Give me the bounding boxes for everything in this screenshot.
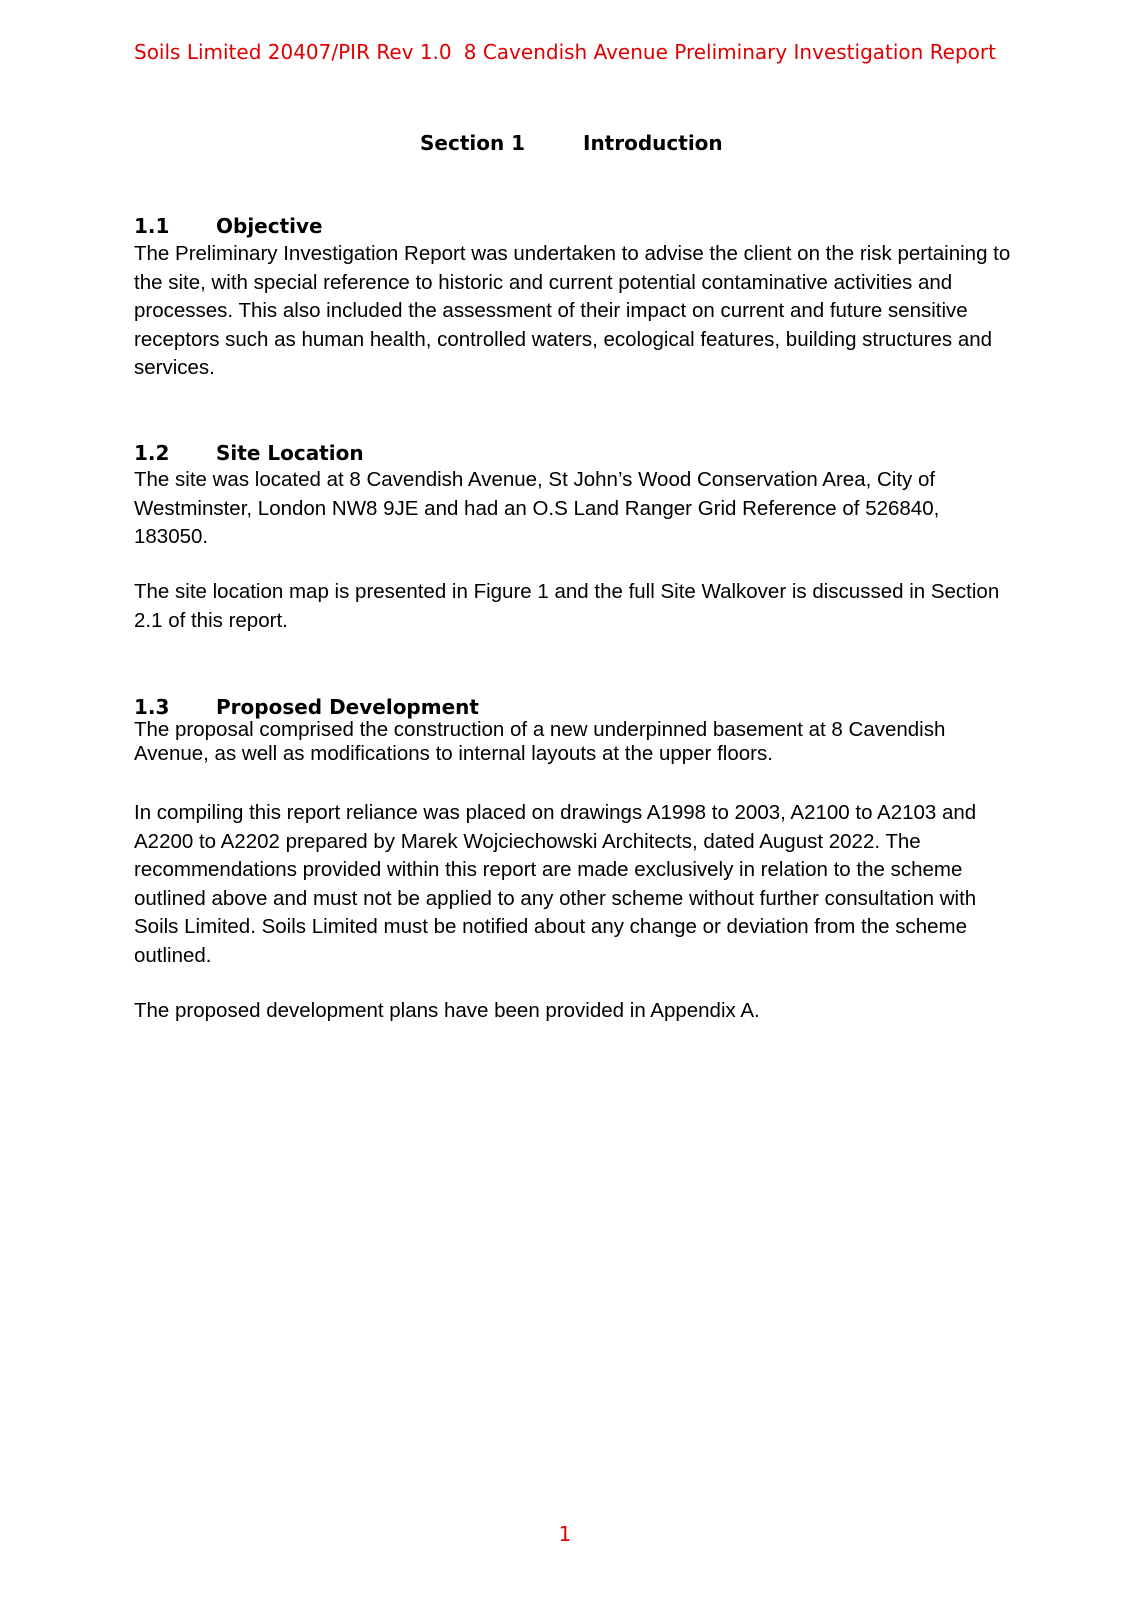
site-location-map-paragraph: The site location map is presented in Figure 1 and the full Site Walkover is discussed in Section 2.1 of this report. [134,580,1000,632]
subsection-title: Proposed Development [216,695,479,719]
subsection-title: Site Location [216,441,364,465]
appendix-paragraph: The proposed development plans have been provided in Appendix A. [134,999,760,1022]
section-name: Introduction [583,131,723,155]
site-location-paragraph: The site was located at 8 Cavendish Avenue, St John’s Wood Conservation Area, City of Westminster, London NW8 9JE and had an O.S Land Ranger Grid Reference of 526840, 183050. [134,468,940,548]
proposal-paragraph: The proposal comprised the construction of a new underpinned basement at 8 Cavendish Avenue, as well as modifications to internal layouts at the upper floors. [134,718,946,765]
subsection-number: 1.1 [134,214,170,238]
page-number: 1 [558,1522,572,1546]
header-report-reference: Soils Limited 20407/PIR Rev 1.0 [134,40,452,64]
subsection-number: 1.3 [134,695,170,719]
subsection-number: 1.2 [134,441,170,465]
page-header [134,40,996,72]
header-report-title: 8 Cavendish Avenue Preliminary Investigation Report [463,40,996,64]
drawings-reliance-paragraph: In compiling this report reliance was placed on drawings A1998 to 2003, A2100 to A2103 and A2200 to A2202 prepared by Marek Wojciechowski Architects, dated August 2022. The recommendations provided within this report are made exclusively in relation to the scheme outlined above and must not be applied to any other scheme without further consultation with Soils Limited. Soils Limited must be notified about any change or deviation from the scheme outlined. [134,801,977,967]
subsection-title: Objective [216,214,323,238]
objective-paragraph: The Preliminary Investigation Report was undertaken to advise the client on the risk pertaining to the site, with special reference to historic and current potential contaminative activities and processes. This also included the assessment of their impact on current and future sensitive receptors such as human health, controlled waters, ecological features, building structures and services. [134,242,1011,379]
section-number: Section 1 [420,131,526,155]
